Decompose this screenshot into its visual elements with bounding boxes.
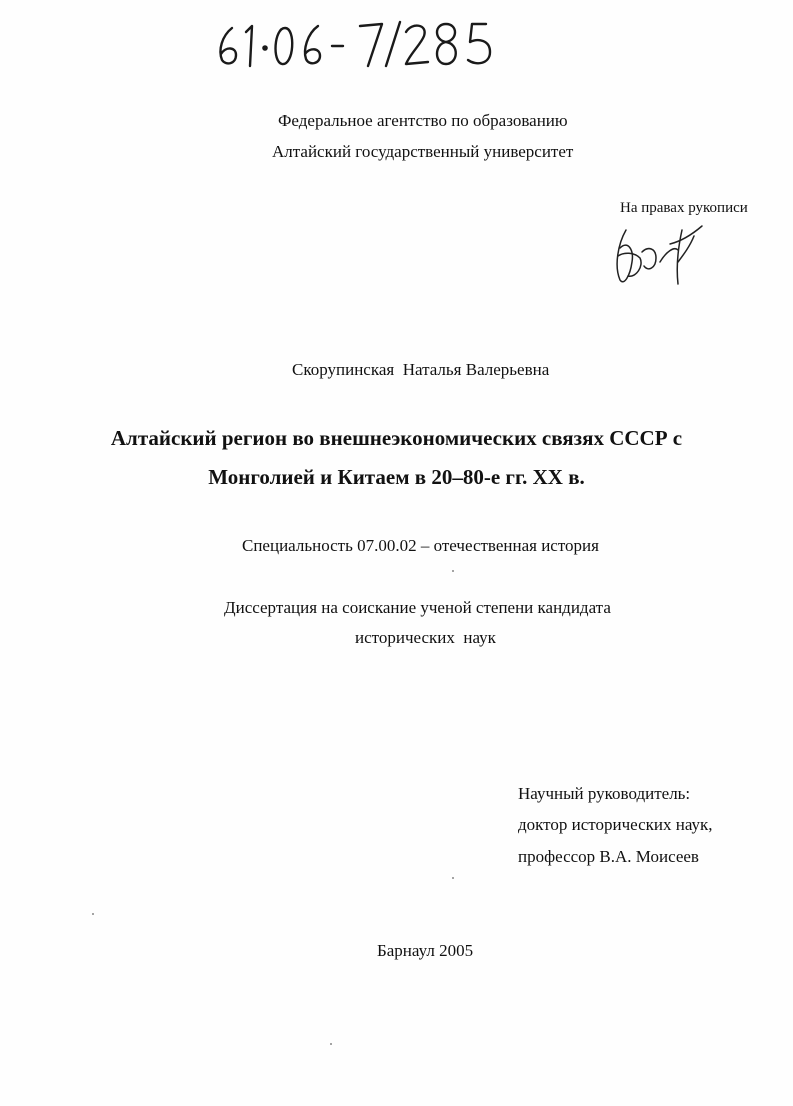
supervisor-name: профессор В.А. Моисеев	[518, 847, 699, 866]
handwritten-archive-code	[210, 10, 510, 70]
supervisor-degree: доктор исторических наук,	[518, 815, 713, 834]
dissertation-degree-line-2: исторических наук	[355, 628, 496, 647]
scan-speck	[330, 1043, 332, 1045]
dissertation-degree-line-1: Диссертация на соискание ученой степени кандидата	[224, 598, 611, 617]
author-name: Скорупинская Наталья Валерьевна	[292, 360, 550, 379]
university-name: Алтайский государственный университет	[272, 142, 574, 161]
agency-name: Федеральное агентство по образованию	[278, 111, 568, 130]
dissertation-title-line-2: Монголией и Китаем в 20–80-е гг. XX в.	[208, 465, 585, 489]
dissertation-title-line-1: Алтайский регион во внешнеэкономических связях СССР с	[110, 426, 683, 450]
scan-speck	[452, 570, 454, 572]
signature	[612, 222, 707, 288]
manuscript-note: На правах рукописи	[620, 200, 748, 216]
city-year: Барнаул 2005	[377, 941, 474, 960]
specialty: Специальность 07.00.02 – отечественная история	[242, 536, 599, 555]
scan-speck	[92, 913, 94, 915]
supervisor-label: Научный руководитель:	[518, 784, 691, 803]
scan-speck	[452, 877, 454, 879]
